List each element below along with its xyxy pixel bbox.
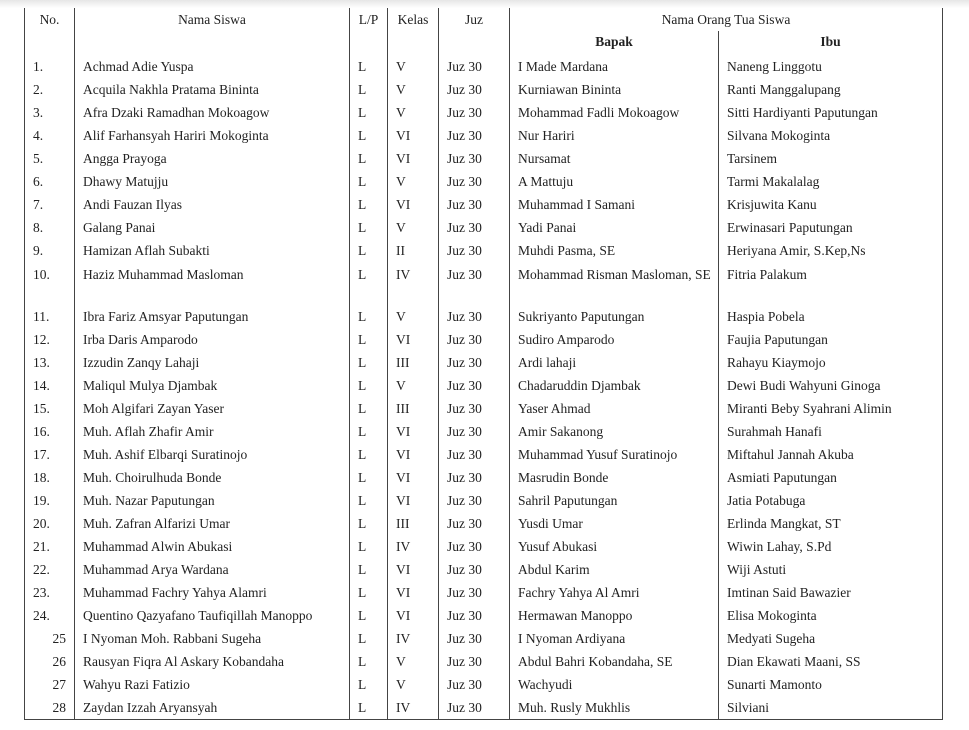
cell-nama-siswa: Zaydan Izzah Aryansyah — [75, 696, 350, 720]
cell-nama-siswa: Angga Prayoga — [75, 147, 350, 170]
cell-no: 10. — [25, 262, 75, 305]
cell-juz: Juz 30 — [439, 328, 510, 351]
cell-ibu: Imtinan Said Bawazier — [719, 581, 943, 604]
cell-nama-siswa: Alif Farhansyah Hariri Mokoginta — [75, 124, 350, 147]
cell-no: 4. — [25, 124, 75, 147]
cell-ibu: Dian Ekawati Maani, SS — [719, 650, 943, 673]
cell-nama-siswa: Galang Panai — [75, 216, 350, 239]
cell-bapak: Muh. Rusly Mukhlis — [510, 696, 719, 720]
cell-lp: L — [350, 101, 388, 124]
cell-kelas: VI — [388, 443, 439, 466]
cell-bapak: Sukriyanto Paputungan — [510, 305, 719, 328]
cell-bapak: Chadaruddin Djambak — [510, 374, 719, 397]
cell-bapak: Masrudin Bonde — [510, 466, 719, 489]
cell-nama-siswa: Muh. Aflah Zhafir Amir — [75, 420, 350, 443]
cell-kelas: VI — [388, 604, 439, 627]
cell-ibu: Miranti Beby Syahrani Alimin — [719, 397, 943, 420]
student-table — [24, 8, 943, 720]
table-row — [25, 604, 943, 627]
table-row — [25, 627, 943, 650]
cell-no: 21. — [25, 535, 75, 558]
table-row — [25, 443, 943, 466]
table-row — [25, 239, 943, 262]
cell-no: 1. — [25, 55, 75, 78]
cell-nama-siswa: Acquila Nakhla Pratama Bininta — [75, 78, 350, 101]
cell-ibu: Asmiati Paputungan — [719, 466, 943, 489]
cell-kelas: III — [388, 512, 439, 535]
cell-bapak: Yaser Ahmad — [510, 397, 719, 420]
table-row — [25, 696, 943, 720]
cell-kelas: V — [388, 216, 439, 239]
cell-kelas: V — [388, 101, 439, 124]
cell-lp: L — [350, 193, 388, 216]
cell-ibu: Krisjuwita Kanu — [719, 193, 943, 216]
cell-lp: L — [350, 512, 388, 535]
table-row — [25, 374, 943, 397]
table-row — [25, 124, 943, 147]
cell-ibu: Medyati Sugeha — [719, 627, 943, 650]
cell-lp: L — [350, 374, 388, 397]
table-row — [25, 262, 943, 305]
col-header-no: No. — [25, 8, 75, 31]
cell-bapak: Yadi Panai — [510, 216, 719, 239]
cell-juz: Juz 30 — [439, 558, 510, 581]
cell-bapak: I Made Mardana — [510, 55, 719, 78]
cell-lp: L — [350, 443, 388, 466]
col-header-nama-siswa: Nama Siswa — [75, 8, 350, 31]
cell-kelas: VI — [388, 466, 439, 489]
cell-no: 22. — [25, 558, 75, 581]
cell-lp: L — [350, 147, 388, 170]
cell-bapak: Hermawan Manoppo — [510, 604, 719, 627]
cell-bapak: Wachyudi — [510, 673, 719, 696]
cell-nama-siswa: Muhammad Arya Wardana — [75, 558, 350, 581]
cell-juz: Juz 30 — [439, 239, 510, 262]
cell-no: 27 — [25, 673, 75, 696]
cell-lp: L — [350, 420, 388, 443]
table-row — [25, 535, 943, 558]
cell-ibu: Miftahul Jannah Akuba — [719, 443, 943, 466]
cell-juz: Juz 30 — [439, 305, 510, 328]
cell-ibu: Jatia Potabuga — [719, 489, 943, 512]
cell-bapak: Ardi lahaji — [510, 351, 719, 374]
cell-ibu: Elisa Mokoginta — [719, 604, 943, 627]
cell-juz: Juz 30 — [439, 604, 510, 627]
cell-bapak: Amir Sakanong — [510, 420, 719, 443]
cell-juz: Juz 30 — [439, 397, 510, 420]
col-header-juz: Juz — [439, 8, 510, 31]
table-row — [25, 328, 943, 351]
cell-kelas: V — [388, 374, 439, 397]
cell-juz: Juz 30 — [439, 170, 510, 193]
cell-ibu: Haspia Pobela — [719, 305, 943, 328]
cell-nama-siswa: Maliqul Mulya Djambak — [75, 374, 350, 397]
cell-juz: Juz 30 — [439, 55, 510, 78]
cell-bapak: Nur Hariri — [510, 124, 719, 147]
cell-bapak: Abdul Karim — [510, 558, 719, 581]
cell-kelas: III — [388, 397, 439, 420]
cell-kelas: IV — [388, 696, 439, 720]
cell-ibu: Silvana Mokoginta — [719, 124, 943, 147]
cell-no: 26 — [25, 650, 75, 673]
cell-bapak: Mohammad Fadli Mokoagow — [510, 101, 719, 124]
col-header-ibu: Ibu — [719, 31, 943, 55]
cell-juz: Juz 30 — [439, 374, 510, 397]
cell-nama-siswa: Muh. Zafran Alfarizi Umar — [75, 512, 350, 535]
cell-juz: Juz 30 — [439, 650, 510, 673]
cell-no: 15. — [25, 397, 75, 420]
cell-juz: Juz 30 — [439, 489, 510, 512]
cell-no: 28 — [25, 696, 75, 720]
cell-lp: L — [350, 397, 388, 420]
cell-ibu: Faujia Paputungan — [719, 328, 943, 351]
cell-lp: L — [350, 581, 388, 604]
cell-no: 14. — [25, 374, 75, 397]
table-row — [25, 558, 943, 581]
cell-bapak: A Mattuju — [510, 170, 719, 193]
table-row — [25, 55, 943, 78]
table-row — [25, 216, 943, 239]
cell-no: 9. — [25, 239, 75, 262]
cell-ibu: Sitti Hardiyanti Paputungan — [719, 101, 943, 124]
cell-kelas: VI — [388, 420, 439, 443]
cell-juz: Juz 30 — [439, 351, 510, 374]
cell-lp: L — [350, 351, 388, 374]
cell-no: 17. — [25, 443, 75, 466]
cell-ibu: Surahmah Hanafi — [719, 420, 943, 443]
cell-juz: Juz 30 — [439, 627, 510, 650]
cell-kelas: V — [388, 55, 439, 78]
cell-lp: L — [350, 466, 388, 489]
cell-kelas: V — [388, 650, 439, 673]
cell-juz: Juz 30 — [439, 124, 510, 147]
cell-kelas: VI — [388, 558, 439, 581]
cell-ibu: Sunarti Mamonto — [719, 673, 943, 696]
cell-ibu: Tarmi Makalalag — [719, 170, 943, 193]
cell-juz: Juz 30 — [439, 78, 510, 101]
table-body — [25, 55, 943, 720]
cell-kelas: VI — [388, 124, 439, 147]
cell-nama-siswa: Muh. Ashif Elbarqi Suratinojo — [75, 443, 350, 466]
cell-lp: L — [350, 124, 388, 147]
cell-juz: Juz 30 — [439, 466, 510, 489]
cell-kelas: IV — [388, 262, 439, 305]
cell-lp: L — [350, 535, 388, 558]
cell-lp: L — [350, 627, 388, 650]
cell-bapak: Muhdi Pasma, SE — [510, 239, 719, 262]
cell-ibu: Wiwin Lahay, S.Pd — [719, 535, 943, 558]
table-row — [25, 397, 943, 420]
cell-juz: Juz 30 — [439, 535, 510, 558]
cell-ibu: Tarsinem — [719, 147, 943, 170]
cell-bapak: Fachry Yahya Al Amri — [510, 581, 719, 604]
cell-lp: L — [350, 696, 388, 720]
cell-ibu: Rahayu Kiaymojo — [719, 351, 943, 374]
col-header-kelas: Kelas — [388, 8, 439, 31]
cell-ibu: Ranti Manggalupang — [719, 78, 943, 101]
cell-lp: L — [350, 216, 388, 239]
cell-juz: Juz 30 — [439, 216, 510, 239]
cell-kelas: V — [388, 170, 439, 193]
cell-bapak: Mohammad Risman Masloman, SE — [510, 262, 719, 305]
cell-kelas: VI — [388, 328, 439, 351]
cell-nama-siswa: Muh. Nazar Paputungan — [75, 489, 350, 512]
cell-no: 6. — [25, 170, 75, 193]
cell-nama-siswa: Achmad Adie Yuspa — [75, 55, 350, 78]
cell-no: 2. — [25, 78, 75, 101]
cell-nama-siswa: Muhammad Alwin Abukasi — [75, 535, 350, 558]
table-row — [25, 512, 943, 535]
table-row — [25, 650, 943, 673]
cell-bapak: Yusdi Umar — [510, 512, 719, 535]
table-row — [25, 101, 943, 124]
cell-ibu: Dewi Budi Wahyuni Ginoga — [719, 374, 943, 397]
cell-bapak: Nursamat — [510, 147, 719, 170]
cell-juz: Juz 30 — [439, 101, 510, 124]
cell-no: 25 — [25, 627, 75, 650]
table-row — [25, 466, 943, 489]
cell-nama-siswa: Muhammad Fachry Yahya Alamri — [75, 581, 350, 604]
cell-ibu: Fitria Palakum — [719, 262, 943, 305]
cell-kelas: V — [388, 673, 439, 696]
cell-ibu: Erwinasari Paputungan — [719, 216, 943, 239]
cell-ibu: Erlinda Mangkat, ST — [719, 512, 943, 535]
cell-lp: L — [350, 489, 388, 512]
cell-no: 13. — [25, 351, 75, 374]
cell-kelas: VI — [388, 489, 439, 512]
cell-nama-siswa: Dhawy Matujju — [75, 170, 350, 193]
cell-kelas: III — [388, 351, 439, 374]
cell-kelas: IV — [388, 627, 439, 650]
cell-no: 16. — [25, 420, 75, 443]
cell-juz: Juz 30 — [439, 673, 510, 696]
cell-ibu: Heriyana Amir, S.Kep,Ns — [719, 239, 943, 262]
cell-kelas: V — [388, 78, 439, 101]
table-row — [25, 351, 943, 374]
cell-bapak: Kurniawan Bininta — [510, 78, 719, 101]
cell-no: 11. — [25, 305, 75, 328]
cell-nama-siswa: Irba Daris Amparodo — [75, 328, 350, 351]
cell-kelas: VI — [388, 147, 439, 170]
cell-lp: L — [350, 650, 388, 673]
cell-no: 12. — [25, 328, 75, 351]
table-row — [25, 489, 943, 512]
cell-juz: Juz 30 — [439, 193, 510, 216]
table-row — [25, 170, 943, 193]
cell-juz: Juz 30 — [439, 420, 510, 443]
cell-lp: L — [350, 78, 388, 101]
cell-no: 5. — [25, 147, 75, 170]
cell-bapak: Sudiro Amparodo — [510, 328, 719, 351]
cell-bapak: Muhammad Yusuf Suratinojo — [510, 443, 719, 466]
cell-nama-siswa: Rausyan Fiqra Al Askary Kobandaha — [75, 650, 350, 673]
page-top-shadow — [0, 0, 969, 8]
cell-no: 3. — [25, 101, 75, 124]
cell-lp: L — [350, 55, 388, 78]
cell-bapak: Muhammad I Samani — [510, 193, 719, 216]
cell-no: 24. — [25, 604, 75, 627]
cell-juz: Juz 30 — [439, 581, 510, 604]
cell-ibu: Naneng Linggotu — [719, 55, 943, 78]
cell-no: 7. — [25, 193, 75, 216]
cell-juz: Juz 30 — [439, 512, 510, 535]
cell-kelas: VI — [388, 193, 439, 216]
cell-nama-siswa: Quentino Qazyafano Taufiqillah Manoppo — [75, 604, 350, 627]
table-row — [25, 673, 943, 696]
cell-bapak: Abdul Bahri Kobandaha, SE — [510, 650, 719, 673]
cell-bapak: I Nyoman Ardiyana — [510, 627, 719, 650]
cell-lp: L — [350, 239, 388, 262]
cell-lp: L — [350, 262, 388, 305]
cell-kelas: V — [388, 305, 439, 328]
cell-no: 23. — [25, 581, 75, 604]
cell-lp: L — [350, 170, 388, 193]
cell-lp: L — [350, 558, 388, 581]
cell-no: 18. — [25, 466, 75, 489]
cell-kelas: IV — [388, 535, 439, 558]
cell-nama-siswa: Haziz Muhammad Masloman — [75, 262, 350, 305]
table-row — [25, 581, 943, 604]
cell-nama-siswa: Moh Algifari Zayan Yaser — [75, 397, 350, 420]
table-row — [25, 420, 943, 443]
cell-kelas: II — [388, 239, 439, 262]
cell-nama-siswa: Ibra Fariz Amsyar Paputungan — [75, 305, 350, 328]
cell-juz: Juz 30 — [439, 696, 510, 720]
cell-bapak: Sahril Paputungan — [510, 489, 719, 512]
table-row — [25, 193, 943, 216]
cell-lp: L — [350, 305, 388, 328]
col-header-nama-orang-tua: Nama Orang Tua Siswa — [510, 8, 943, 31]
cell-no: 20. — [25, 512, 75, 535]
cell-juz: Juz 30 — [439, 443, 510, 466]
table-row — [25, 78, 943, 101]
cell-ibu: Wiji Astuti — [719, 558, 943, 581]
cell-juz: Juz 30 — [439, 147, 510, 170]
col-header-lp: L/P — [350, 8, 388, 31]
cell-ibu: Silviani — [719, 696, 943, 720]
cell-no: 19. — [25, 489, 75, 512]
table-row — [25, 147, 943, 170]
cell-nama-siswa: Izzudin Zanqy Lahaji — [75, 351, 350, 374]
cell-lp: L — [350, 673, 388, 696]
table-row — [25, 305, 943, 328]
cell-juz: Juz 30 — [439, 262, 510, 305]
cell-lp: L — [350, 604, 388, 627]
cell-nama-siswa: Hamizan Aflah Subakti — [75, 239, 350, 262]
cell-nama-siswa: Andi Fauzan Ilyas — [75, 193, 350, 216]
cell-bapak: Yusuf Abukasi — [510, 535, 719, 558]
cell-no: 8. — [25, 216, 75, 239]
cell-nama-siswa: Afra Dzaki Ramadhan Mokoagow — [75, 101, 350, 124]
subheader-row — [25, 31, 943, 55]
header-row — [25, 8, 943, 31]
cell-lp: L — [350, 328, 388, 351]
cell-nama-siswa: I Nyoman Moh. Rabbani Sugeha — [75, 627, 350, 650]
cell-nama-siswa: Muh. Choirulhuda Bonde — [75, 466, 350, 489]
cell-kelas: VI — [388, 581, 439, 604]
col-header-bapak: Bapak — [510, 31, 719, 55]
cell-nama-siswa: Wahyu Razi Fatizio — [75, 673, 350, 696]
